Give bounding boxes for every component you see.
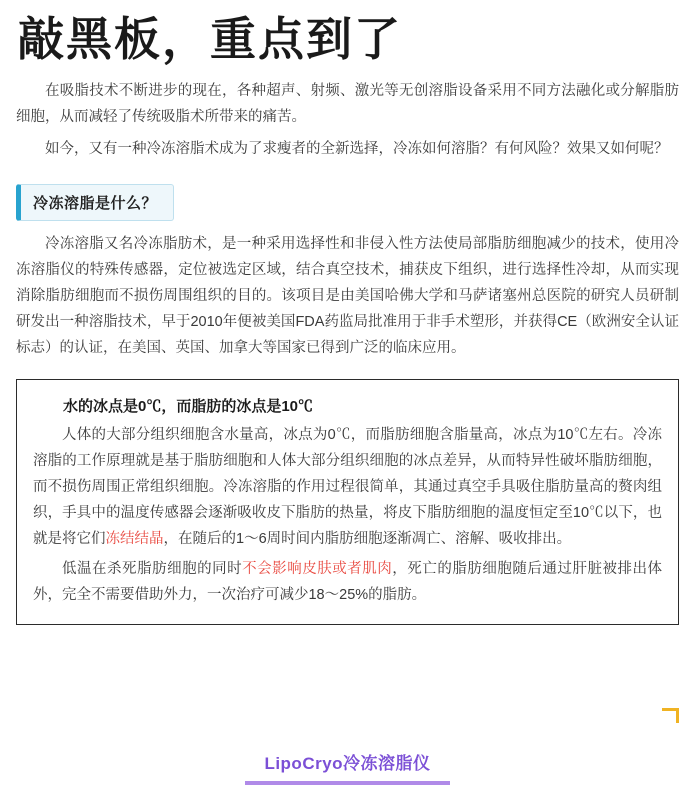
callout-text-1b: ，在随后的1～6周时间内脂肪细胞逐渐凋亡、溶解、吸收排出。 [163,531,572,547]
section-body-paragraph: 冷冻溶脂又名冷冻脂肪术，是一种采用选择性和非侵入性方法使局部脂肪细胞减少的技术，使用冷冻溶脂仪的特殊传感器，定位被选定区域，结合真空技术，捕获皮下组织，进行选择性冷却，从而实现消除脂肪细胞而不损伤周围组织的目的。该项目是由美国哈佛大学和马萨诸塞州总医院的研究人员研制研发出一种溶脂技术，早于2010年便被美国FDA药监局批准用于非手术塑形，并获得CE（欧洲安全认证标志）的认证，在美国、英国、加拿大等国家已得到广泛的临床应用。 [16,236,679,356]
page-headline: 敲黑板，重点到了 [18,12,402,66]
section-heading [16,184,174,221]
intro-paragraph-1: 在吸脂技术不断进步的现在，各种超声、射频、激光等无创溶脂设备采用不同方法融化或分解脂肪细胞，从而减轻了传统吸脂术所带来的痛苦。 [16,83,679,125]
callout-paragraph-1 [33,422,662,552]
callout-highlight-2: 不会影响皮肤或者肌肉 [242,561,393,577]
callout-text-2b: ，死亡的脂肪细胞随后通过肝脏被排出体外，完全不需要借助外力，一次治疗可减少18～25%的脂肪。 [33,561,663,603]
product-caption: LipoCryo冷冻溶脂仪 [264,754,431,773]
callout-box [16,379,679,625]
product-caption-block [0,751,695,785]
corner-bracket-icon [662,708,679,723]
callout-text-1a: 人体的大部分组织细胞含水量高，冰点为0℃，而脂肪细胞含脂量高，冰点为10℃左右。冷冻溶脂的工作原理就是基于脂肪细胞和人体大部分组织细胞的冰点差异，从而特异性破坏脂肪细胞，而不损伤周围正常组织细胞。冷冻溶脂的作用过程很简单，其通过真空手具吸住脂肪量高的赘肉组织，手具中的温度传感器会逐渐吸收皮下脂肪的热量，将皮下脂肪细胞的温度恒定至10℃以下，也就是将它们 [33,427,662,547]
intro-paragraph-2: 如今，又有一种冷冻溶脂术成为了求瘦者的全新选择，冷冻如何溶脂？有何风险？效果又如何呢？ [45,141,669,157]
article-page [0,10,695,785]
callout-highlight-1: 冻结结晶 [105,531,164,547]
product-underline [245,781,450,785]
callout-text-2a: 低温在杀死脂肪细胞的同时 [62,561,243,577]
callout-paragraph-2 [33,556,662,608]
callout-title: 水的冰点是0℃，而脂肪的冰点是10℃ [63,398,314,415]
section-heading-label: 冷冻溶脂是什么？ [33,195,158,212]
